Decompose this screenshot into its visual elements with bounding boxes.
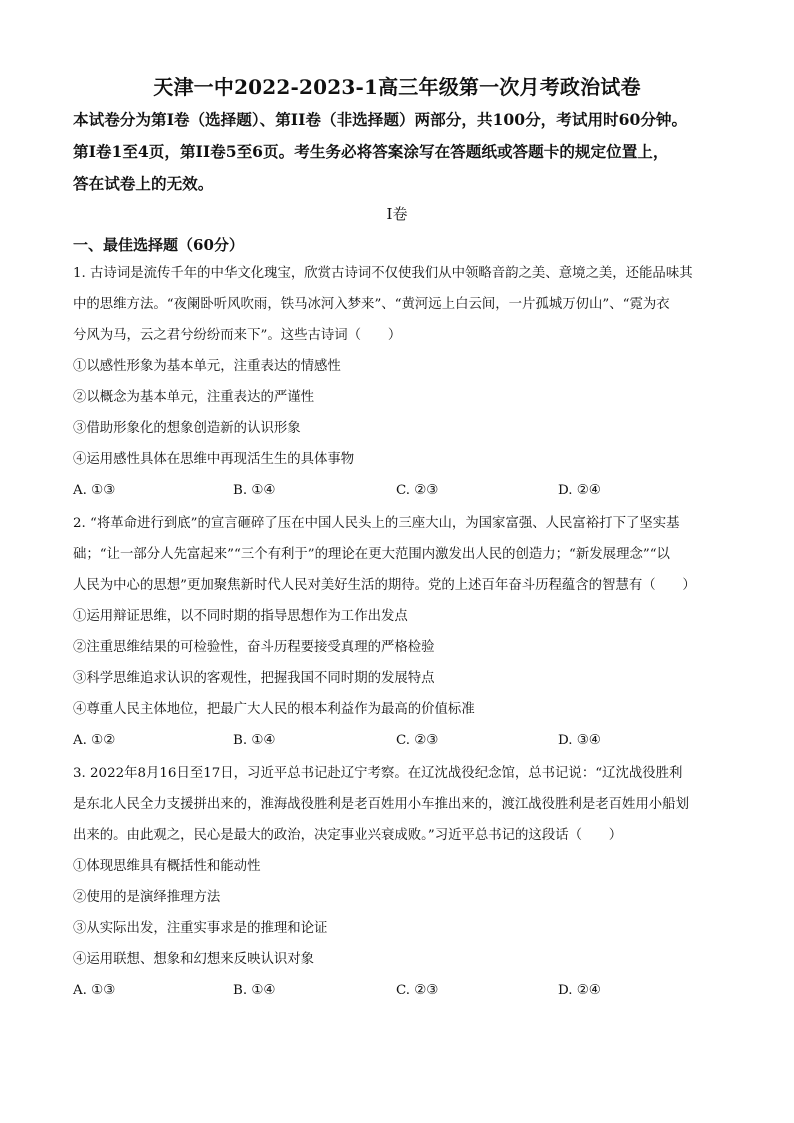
intro-line: 第I卷1至4页，第II卷5至6页。考生务必将答案涂写在答题纸或答题卡的规定位置上， (73, 142, 669, 161)
option-d: D. ③④ (558, 733, 601, 748)
option-c: C. ②③ (396, 733, 439, 748)
statement: ②使用的是演绎推理方法 (73, 890, 221, 905)
section-title: 一、最佳选择题（60分） (73, 236, 244, 254)
statement: ③科学思维追求认识的客观性，把握我国不同时期的发展特点 (73, 671, 435, 686)
question-stem-line: 1. 古诗词是流传千年的中华文化瑰宝，欣赏古诗词不仅使我们从中领略音韵之美、意境之美，还能品味其 (73, 266, 693, 281)
statement: ②注重思维结果的可检验性，奋斗历程要接受真理的严格检验 (73, 640, 435, 655)
statement: ④运用联想、想象和幻想来反映认识对象 (73, 952, 315, 967)
question-stem-line: 出来的。由此观之，民心是最大的政治，决定事业兴衰成败。”习近平总书记的这段话（ ） (73, 828, 623, 843)
option-a: A. ①③ (73, 983, 116, 998)
statement: ④运用感性具体在思维中再现活生生的具体事物 (73, 452, 355, 467)
option-b: B. ①④ (233, 983, 276, 998)
intro-line: 答在试卷上的无效。 (73, 174, 214, 193)
option-a: A. ①③ (73, 483, 116, 498)
option-b: B. ①④ (233, 483, 276, 498)
statement: ①体现思维具有概括性和能动性 (73, 859, 261, 874)
statement: ②以概念为基本单元，注重表达的严谨性 (73, 390, 315, 405)
intro-line: 本试卷分为第I卷（选择题）、第II卷（非选择题）两部分，共100分，考试用时60分钟。 (73, 110, 688, 129)
option-d: D. ②④ (558, 983, 601, 998)
question-stem-line: 人民为中心的思想”更加聚焦新时代人民对美好生活的期待。党的上述百年奋斗历程蕴含的智慧有（ ） (73, 578, 696, 593)
question-stem-line: 中的思维方法。“夜阑卧听风吹雨，铁马冰河入梦来”、“黄河远上白云间，一片孤城万仞山”、“霓为衣 (73, 297, 670, 312)
option-b: B. ①④ (233, 733, 276, 748)
question-stem-line: 础；“让一部分人先富起来”“三个有利于”的理论在更大范围内激发出人民的创造力；“新发展理念”“以 (73, 547, 670, 562)
volume-label: I卷 (386, 205, 408, 223)
statement: ④尊重人民主体地位，把最广大人民的根本利益作为最高的价值标准 (73, 702, 475, 717)
question-stem-line: 2. “将革命进行到底”的宣言砸碎了压在中国人民头上的三座大山，为国家富强、人民富裕打下了坚实基 (73, 516, 680, 531)
option-c: C. ②③ (396, 983, 439, 998)
question-stem-line: 是东北人民全力支援拼出来的，淮海战役胜利是老百姓用小车推出来的，渡江战役胜利是老百姓用小船划 (73, 797, 689, 812)
question-stem-line: 兮风为马，云之君兮纷纷而来下”。这些古诗词（ ） (73, 328, 402, 343)
statement: ①运用辩证思维，以不同时期的指导思想作为工作出发点 (73, 609, 408, 624)
option-a: A. ①② (73, 733, 116, 748)
option-d: D. ②④ (558, 483, 601, 498)
option-c: C. ②③ (396, 483, 439, 498)
statement: ①以感性形象为基本单元，注重表达的情感性 (73, 359, 341, 374)
question-stem-line: 3. 2022年8月16日至17日，习近平总书记赴辽宁考察。在辽沈战役纪念馆，总书记说：“辽沈战役胜利 (73, 766, 683, 781)
statement: ③借助形象化的想象创造新的认识形象 (73, 421, 301, 436)
exam-title: 天津一中2022-2023-1高三年级第一次月考政治试卷 (153, 75, 641, 99)
statement: ③从实际出发，注重实事求是的推理和论证 (73, 921, 328, 936)
